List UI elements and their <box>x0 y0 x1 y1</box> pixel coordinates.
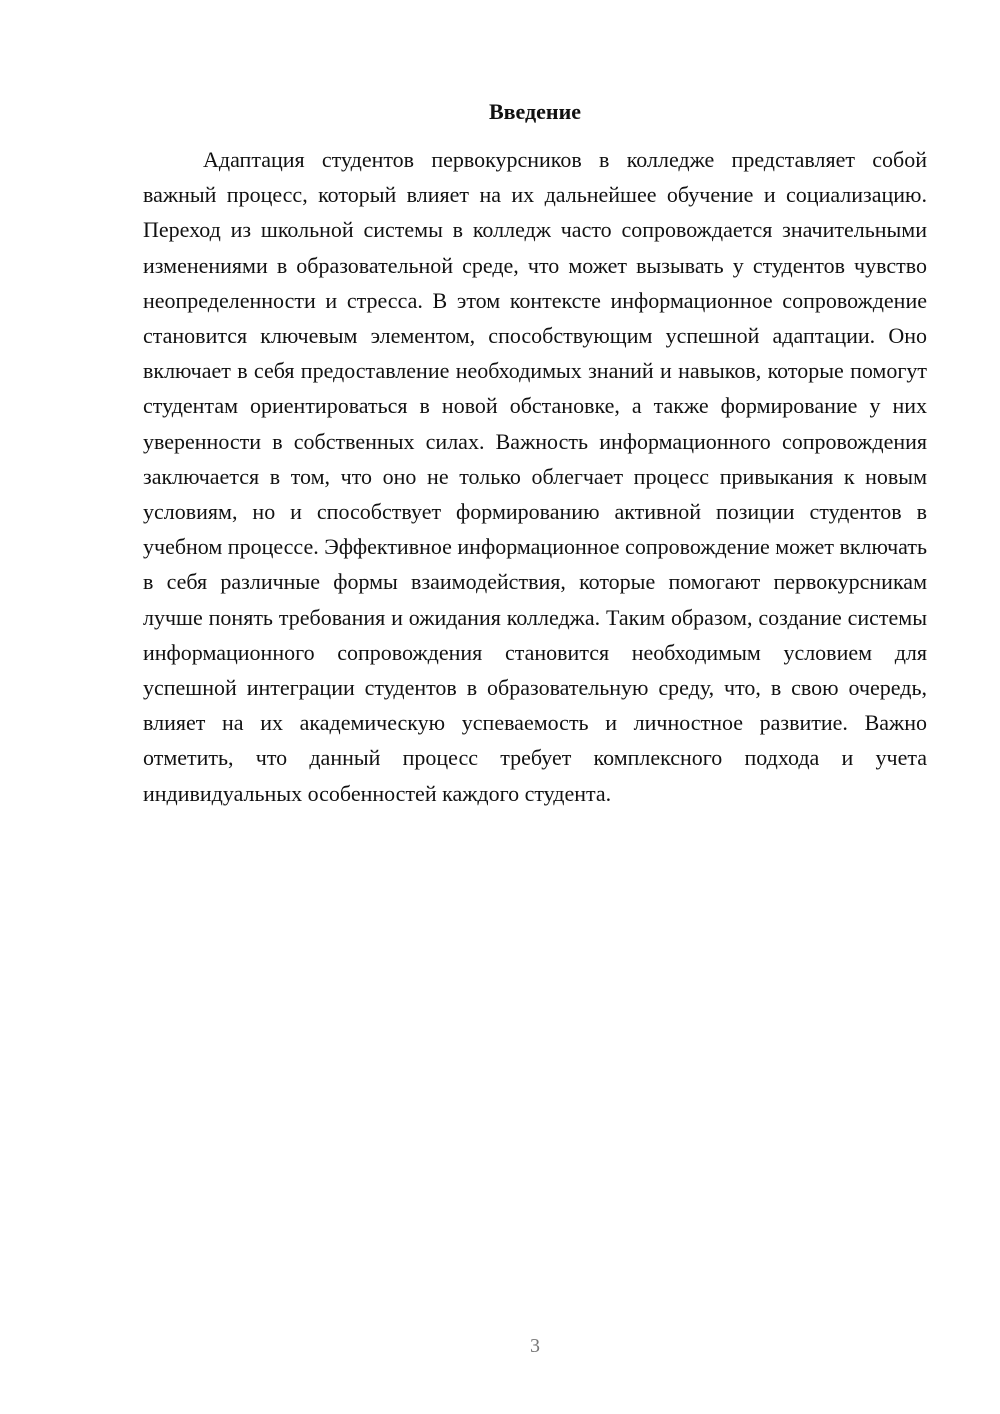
page-number: 3 <box>530 1335 540 1357</box>
body-paragraph: Адаптация студентов первокурсников в колледже представляет собой важный процесс, который влияет на их дальнейшее обучение и социализацию. Переход из школьной системы в колледж часто сопровождается значительными изменениями в образовательной среде, что может вызывать у студентов чувство неопределенности и стресса. В этом контексте информационное сопровождение становится ключевым элементом, способствующим успешной адаптации. Оно включает в себя предоставление необходимых знаний и навыков, которые помогут студентам ориентироваться в новой обстановке, а также формирование у них уверенности в собственных силах. Важность информационного сопровождения заключается в том, что оно не только облегчает процесс привыкания к новым условиям, но и способствует формированию активной позиции студентов в учебном процессе. Эффективное информационное сопровождение может включать в себя различные формы взаимодействия, которые помогают первокурсникам лучше понять требования и ожидания колледжа. Таким образом, создание системы информационного сопровождения становится необходимым условием для успешной интеграции студентов в образовательную среду, что, в свою очередь, влияет на их академическую успеваемость и личностное развитие. Важно отметить, что данный процесс требует комплексного подхода и учета индивидуальных особенностей каждого студента. <box>143 147 927 806</box>
section-heading: Введение <box>488 99 582 124</box>
